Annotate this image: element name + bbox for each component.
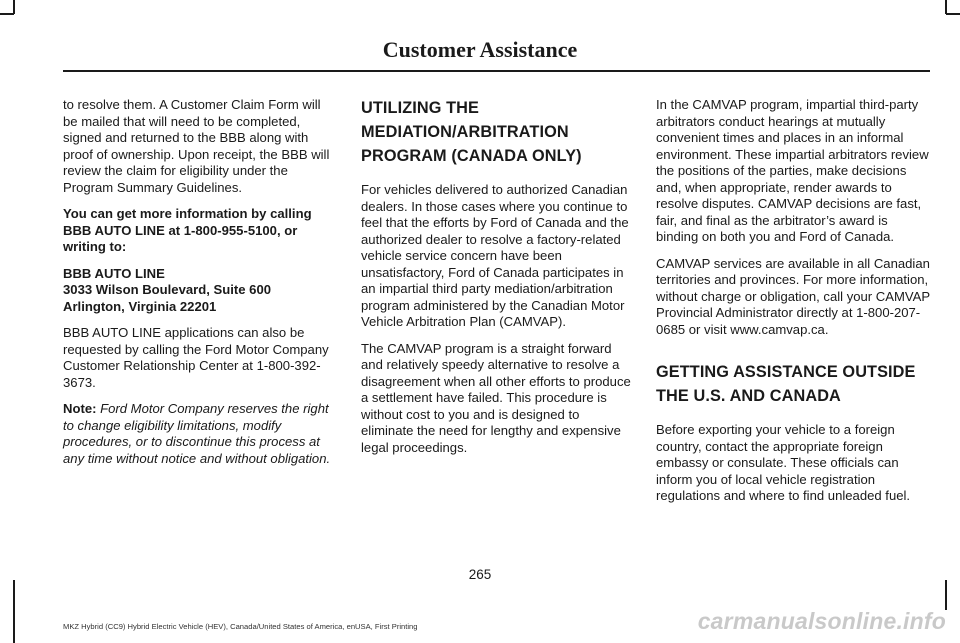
column-left — [63, 97, 338, 477]
heading-line-1: GETTING ASSISTANCE OUTSIDE — [656, 363, 916, 381]
paragraph-camvap-services: CAMVAP services are available in all Canadian territories and provinces. For more information, without charge or obligation, call your CAMVAP Provincial Administrator directly at 1-800-207-0685 or visit www.camvap.ca. — [656, 255, 930, 337]
crop-mark-bottom-right-v — [945, 580, 947, 610]
crop-mark-top-left-h — [0, 13, 14, 15]
bbb-address — [63, 266, 338, 316]
paragraph-claim-form: to resolve them. A Customer Claim Form will be mailed that will need to be completed, signed and returned to the BBB along with proof of ownership. Upon receipt, the BBB will review the claim for eligibility under the Program Summary Guidelines. — [63, 97, 330, 195]
page-number: 265 — [468, 567, 492, 582]
paragraph-camvap-program: The CAMVAP program is a straight forward and relatively speedy alternative to resolve a disagreement when all other efforts to produce a settlement have failed. This procedure is without cost to you and is designed to eliminate the need for lengthy and expensive legal proceedings. — [361, 340, 631, 455]
heading-line-2: MEDIATION/ARBITRATION — [361, 123, 569, 141]
crop-mark-top-right-v — [945, 0, 947, 14]
address-line-1: BBB AUTO LINE — [63, 265, 165, 281]
crop-mark-top-left-v — [13, 0, 15, 14]
page-header-title: Customer Assistance — [382, 37, 578, 62]
paragraph-exporting: Before exporting your vehicle to a foreign country, contact the appropriate foreign embassy or consulate. These officials can inform you of local vehicle registration regulations and where to find unleaded fuel. — [656, 422, 911, 503]
address-line-2: 3033 Wilson Boulevard, Suite 600 — [63, 282, 272, 297]
paragraph-more-info: You can get more information by calling BBB AUTO LINE at 1-800-955-5100, or writing to: — [63, 206, 312, 254]
watermark-logo: carmanualsonline.info — [697, 608, 946, 634]
paragraph-applications: BBB AUTO LINE applications can also be requested by calling the Ford Motor Company Customer Relationship Center at 1-800-392-3673. — [63, 325, 329, 390]
crop-mark-bottom-left-v — [13, 580, 15, 643]
paragraph-camvap-arbitrators: In the CAMVAP program, impartial third-party arbitrators conduct hearings at mutually convenient times and places in an informal environment. These impartial arbitrators review the positions of the parties, make decisions and, when appropriate, render awards to resolve disputes. CAMVAP decisions are fast, fair, and final as the arbitrator’s award is binding on both you and Ford of Canada. — [656, 97, 929, 244]
note-label: Note: — [63, 401, 97, 416]
note-paragraph — [63, 401, 338, 467]
crop-mark-top-right-h — [946, 13, 960, 15]
column-middle — [361, 96, 633, 466]
section-heading-outside-us-canada — [656, 360, 930, 408]
section-heading-canada-arbitration — [361, 96, 633, 168]
column-right — [656, 97, 930, 515]
note-text: Ford Motor Company reserves the right to change eligibility limitations, modify procedures, or to discontinue this process at any time without notice and without obligation. — [63, 401, 331, 466]
paragraph-canadian-dealers: For vehicles delivered to authorized Canadian dealers. In those cases where you continue to feel that the efforts by Ford of Canada and the authorized dealer to resolve a factory-related vehicle service concern have been unsatisfactory, Ford of Canada participates in an impartial third party mediation/arbitration program administered by the Canadian Motor Vehicle Arbitration Plan (CAMVAP). — [361, 182, 629, 329]
heading-line-2: THE U.S. AND CANADA — [656, 387, 841, 405]
header-divider — [63, 70, 930, 72]
heading-line-1: UTILIZING THE — [361, 99, 479, 117]
footer-printing-info: MKZ Hybrid (CC9) Hybrid Electric Vehicle (HEV), Canada/United States of America, enUSA, First Printing — [63, 622, 418, 631]
heading-line-3: PROGRAM (CANADA ONLY) — [361, 147, 582, 165]
address-line-3: Arlington, Virginia 22201 — [63, 298, 217, 314]
